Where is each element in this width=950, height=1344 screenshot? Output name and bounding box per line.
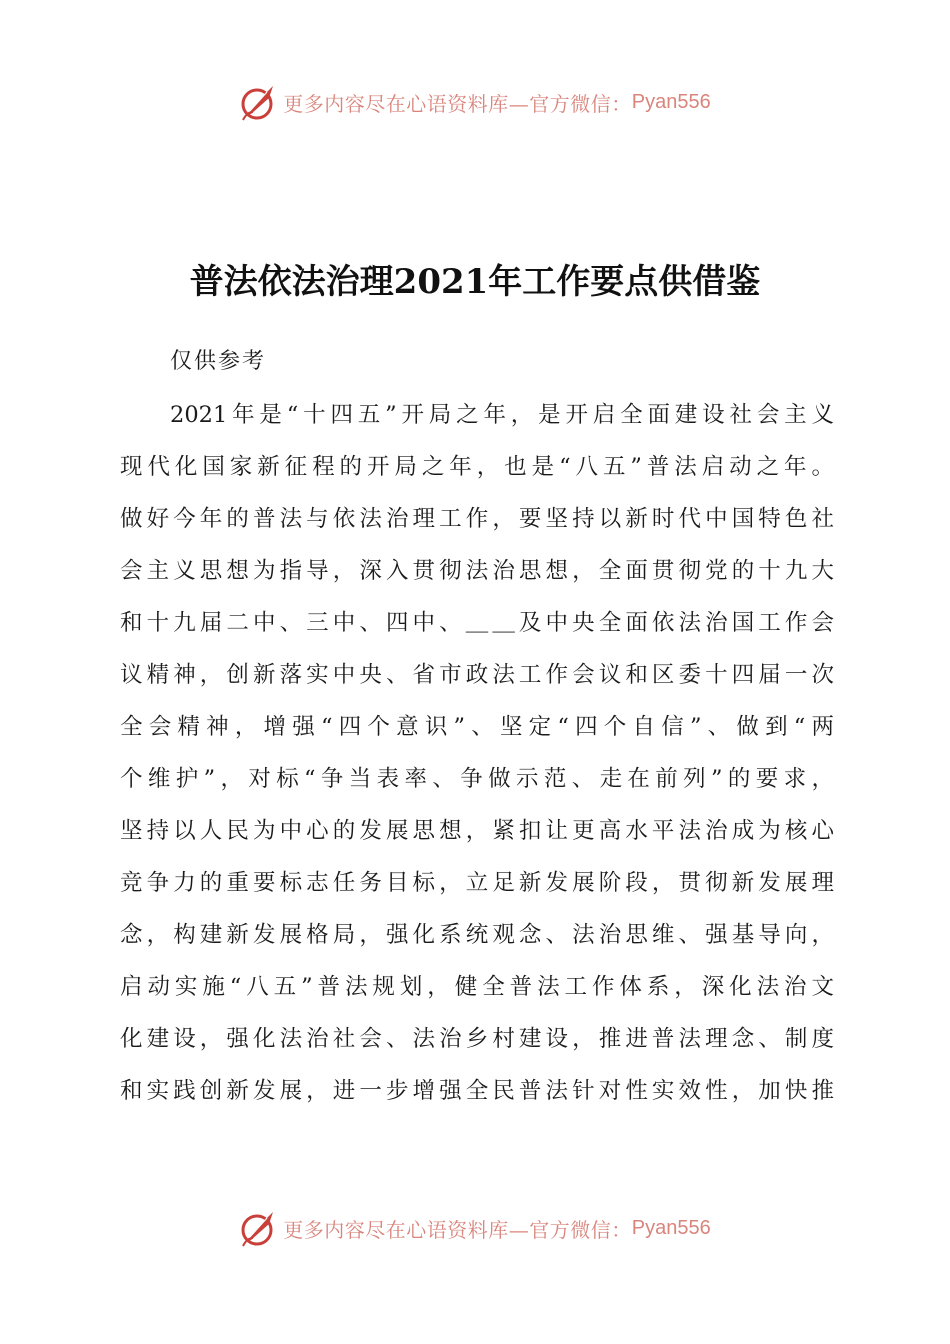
body-line: 全会精神，增强“四个意识”、坚定“四个自信”、做到“两 (120, 714, 834, 740)
body-line: 竞争力的重要标志任务目标，立足新发展阶段，贯彻新发展理 (120, 870, 834, 896)
quill-pen-logo-icon (239, 82, 279, 122)
body-line: 现代化国家新征程的开局之年，也是“八五”普法启动之年。 (120, 454, 834, 480)
body-line: 念，构建新发展格局，强化系统观念、法治思维、强基导向， (120, 922, 834, 948)
body-line: 做好今年的普法与依法治理工作，要坚持以新时代中国特色社 (120, 506, 834, 532)
body-line: 议精神，创新落实中央、省市政法工作会议和区委十四届一次 (120, 662, 834, 688)
footer-watermark (0, 1206, 950, 1250)
watermark-text: 更多内容尽在心语资料库—官方微信： (283, 1217, 632, 1242)
body-line: 启动实施“八五”普法规划，健全普法工作体系，深化法治文 (120, 974, 834, 1000)
watermark-wechat-id: Pyan556 (631, 90, 711, 113)
body-line: 坚持以人民为中心的发展思想，紧扣让更高水平法治成为核心 (120, 818, 834, 844)
body-line: 和实践创新发展，进一步增强全民普法针对性实效性，加快推 (120, 1078, 834, 1104)
watermark-text: 更多内容尽在心语资料库—官方微信： (283, 91, 632, 116)
body-line: 个维护”，对标“争当表率、争做示范、走在前列”的要求， (120, 766, 834, 792)
body-line: 会主义思想为指导，深入贯彻法治思想，全面贯彻党的十九大 (120, 558, 834, 584)
document-title: 普法依法治理2021年工作要点供借鉴 (189, 262, 761, 302)
document-body (120, 389, 834, 1117)
quill-pen-logo-icon (239, 1208, 279, 1248)
body-line: 2021年是“十四五”开局之年，是开启全面建设社会主义 (170, 402, 834, 428)
document-note: 仅供参考 (170, 349, 267, 374)
watermark-wechat-id: Pyan556 (631, 1216, 711, 1239)
body-line: 化建设，强化法治社会、法治乡村建设，推进普法理念、制度 (120, 1026, 834, 1052)
header-watermark (0, 80, 950, 124)
body-line: 和十九届二中、三中、四中、＿＿及中央全面依法治国工作会 (120, 610, 834, 636)
